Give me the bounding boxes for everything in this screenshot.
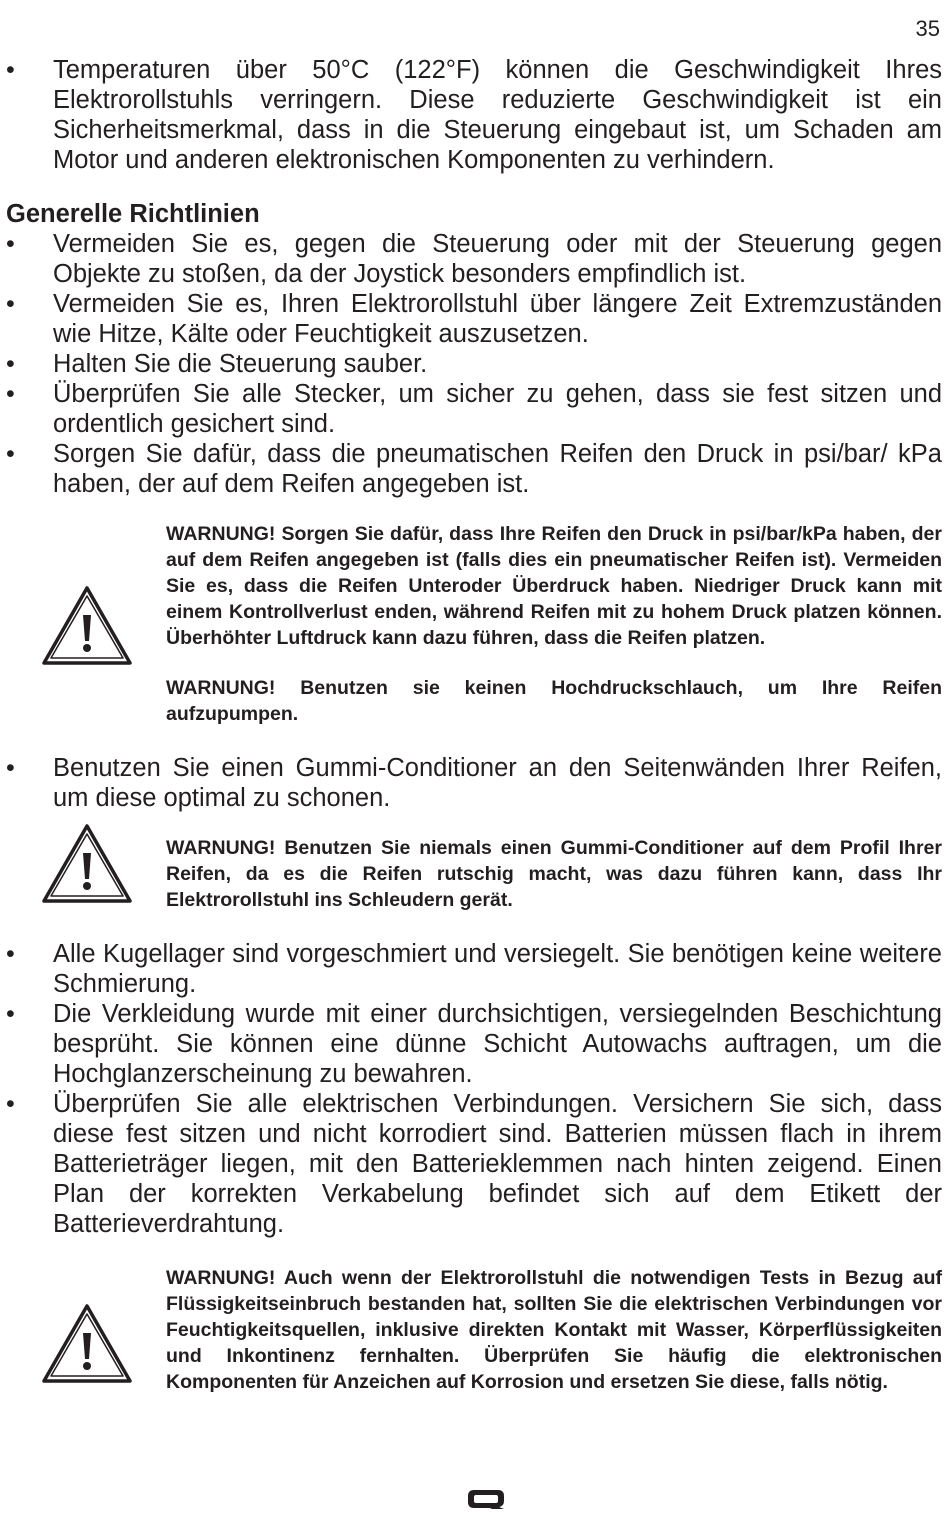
list-item: • Halten Sie die Steuerung sauber. xyxy=(6,349,942,379)
list-item: • Benutzen Sie einen Gummi-Conditioner an den Seitenwänden Ihrer Reifen, um diese optimal zu schonen. xyxy=(6,753,942,813)
section-heading: Generelle Richtlinien xyxy=(6,200,260,228)
bullet-list-conditioner xyxy=(6,753,942,813)
warning-text: WARNUNG! Benutzen Sie niemals einen Gummi-Conditioner auf dem Profil Ihrer Reifen, da es die Reifen rutschig macht, was dazu führen kann, dass Ihr Elektrorollstuhl ins Schleudern gerät. xyxy=(166,837,942,911)
page-number: 35 xyxy=(915,16,940,41)
warning-block-tire-pressure xyxy=(166,521,942,727)
bullet-list-temperature xyxy=(6,55,942,175)
warning-triangle-icon xyxy=(41,1303,133,1385)
bullet-list-guidelines xyxy=(6,229,942,499)
list-item: • Vermeiden Sie es, Ihren Elektrorollstuhl über längere Zeit Extremzuständen wie Hitze, Kälte oder Feuchtigkeit auszusetzen. xyxy=(6,289,942,349)
list-item: • Temperaturen über 50°C (122°F) können die Geschwindigkeit Ihres Elektrorollstuhls verringern. Diese reduzierte Geschwindigkeit ist ein Sicherheitsmerkmal, dass in die Steuerung eingebaut ist, um Schaden am Motor und anderen elektronischen Komponenten zu verhindern. xyxy=(6,55,942,175)
bullet-list-maintenance xyxy=(6,939,942,1239)
warning-block-moisture xyxy=(166,1265,942,1395)
list-item: • Überprüfen Sie alle Stecker, um sicher zu gehen, dass sie fest sitzen und ordentlich gesichert sind. xyxy=(6,379,942,439)
list-item: • Alle Kugellager sind vorgeschmiert und versiegelt. Sie benötigen keine weitere Schmierung. xyxy=(6,939,942,999)
quantum-q-logo-icon xyxy=(466,1488,506,1510)
list-item: • Die Verkleidung wurde mit einer durchsichtigen, versiegelnden Beschichtung besprüht. Sie können eine dünne Schicht Autowachs auftragen, um die Hochglanzerscheinung zu bewahren. xyxy=(6,999,942,1089)
warning-triangle-icon xyxy=(41,585,133,667)
warning-text: WARNUNG! Auch wenn der Elektrorollstuhl die notwendigen Tests in Bezug auf Flüssigkeitseinbruch bestanden hat, sollten Sie die elektrischen Verbindungen vor Feuchtigkeitsquellen, inklusive direkten Kontakt mit Wasser, Körperflüssigkeiten und Inkontinenz fernhalten. Überprüfen Sie häufig die elektronischen Komponenten für Anzeichen auf Korrosion und ersetzen Sie diese, falls nötig. xyxy=(166,1267,942,1393)
warning-text: WARNUNG! Sorgen Sie dafür, dass Ihre Reifen den Druck in psi/bar/kPa haben, der auf dem Reifen angegeben ist (falls dies ein pneumatischer Reifen ist). Vermeiden Sie es, dass die Reifen Unteroder Überdruck haben. Niedriger Druck kann mit einem Kontrollverlust enden, während Reifen mit zu hohem Druck platzen können. Überhöhter Luftdruck kann dazu führen, dass die Reifen platzen. xyxy=(166,523,942,649)
warning-text: WARNUNG! Benutzen sie keinen Hochdruckschlauch, um Ihre Reifen aufzupumpen. xyxy=(166,677,942,725)
list-item: • Überprüfen Sie alle elektrischen Verbindungen. Versichern Sie sich, dass diese fest sitzen und nicht korrodiert sind. Batterien müssen flach in ihrem Batterieträger liegen, mit den Batterieklemmen nach hinten zeigend. Einen Plan der korrekten Verkabelung befindet sich auf dem Etikett der Batterieverdrahtung. xyxy=(6,1089,942,1239)
warning-block-conditioner xyxy=(166,835,942,913)
list-item: • Vermeiden Sie es, gegen die Steuerung oder mit der Steuerung gegen Objekte zu stoßen, da der Joystick besonders empfindlich ist. xyxy=(6,229,942,289)
warning-triangle-icon xyxy=(41,823,133,905)
list-item: • Sorgen Sie dafür, dass die pneumatischen Reifen den Druck in psi/bar/ kPa haben, der auf dem Reifen angegeben ist. xyxy=(6,439,942,499)
page-content xyxy=(6,55,942,1395)
